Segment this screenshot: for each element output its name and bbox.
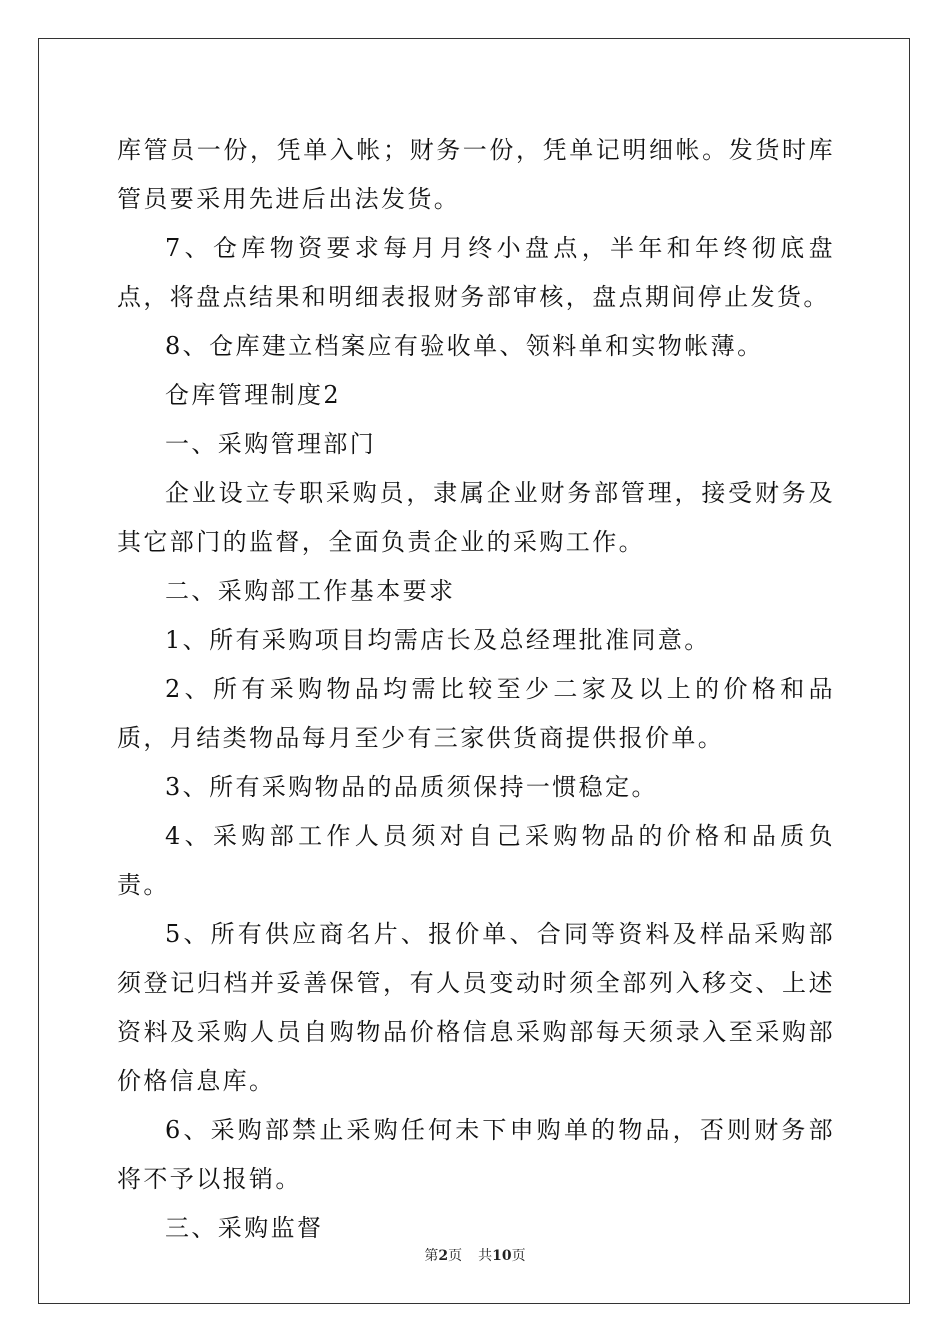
paragraph-3: 8、仓库建立档案应有验收单、领料单和实物帐薄。 xyxy=(165,332,764,360)
page-footer xyxy=(0,1246,950,1266)
page-suffix: 页 xyxy=(448,1248,463,1264)
heading-purchase-supervision: 三、采购监督 xyxy=(165,1214,324,1242)
section-heading-2: 仓库管理制度2 xyxy=(165,381,342,409)
page-prefix: 第 xyxy=(424,1248,439,1264)
total-suffix: 页 xyxy=(511,1248,526,1264)
page-number: 2 xyxy=(438,1248,449,1264)
paragraph-13: 6、采购部禁止采购任何未下申购单的物品，否则财务部将不予以报销。 xyxy=(117,1116,835,1193)
heading-purchase-department: 一、采购管理部门 xyxy=(165,430,377,458)
paragraph-1: 库管员一份，凭单入帐；财务一份，凭单记明细帐。发货时库管员要采用先进后出法发货。 xyxy=(117,136,835,213)
heading-basic-requirements: 二、采购部工作基本要求 xyxy=(165,577,456,605)
paragraph-12: 5、所有供应商名片、报价单、合同等资料及样品采购部须登记归档并妥善保管，有人员变动时须全部列入移交、上述资料及采购人员自购物品价格信息采购部每天须录入至采购部价格信息库。 xyxy=(117,920,835,1095)
paragraph-9: 2、所有采购物品均需比较至少二家及以上的价格和品质，月结类物品每月至少有三家供货商提供报价单。 xyxy=(117,675,835,752)
paragraph-2: 7、仓库物资要求每月月终小盘点，半年和年终彻底盘点，将盘点结果和明细表报财务部审核，盘点期间停止发货。 xyxy=(117,234,835,311)
paragraph-6: 企业设立专职采购员，隶属企业财务部管理，接受财务及其它部门的监督，全面负责企业的采购工作。 xyxy=(117,479,835,556)
paragraph-10: 3、所有采购物品的品质须保持一惯稳定。 xyxy=(165,773,658,801)
paragraph-8: 1、所有采购项目均需店长及总经理批准同意。 xyxy=(165,626,711,654)
total-prefix: 共 xyxy=(478,1248,493,1264)
document-body xyxy=(117,126,835,1253)
total-pages: 10 xyxy=(492,1248,512,1264)
paragraph-11: 4、采购部工作人员须对自己采购物品的价格和品质负责。 xyxy=(117,822,835,899)
